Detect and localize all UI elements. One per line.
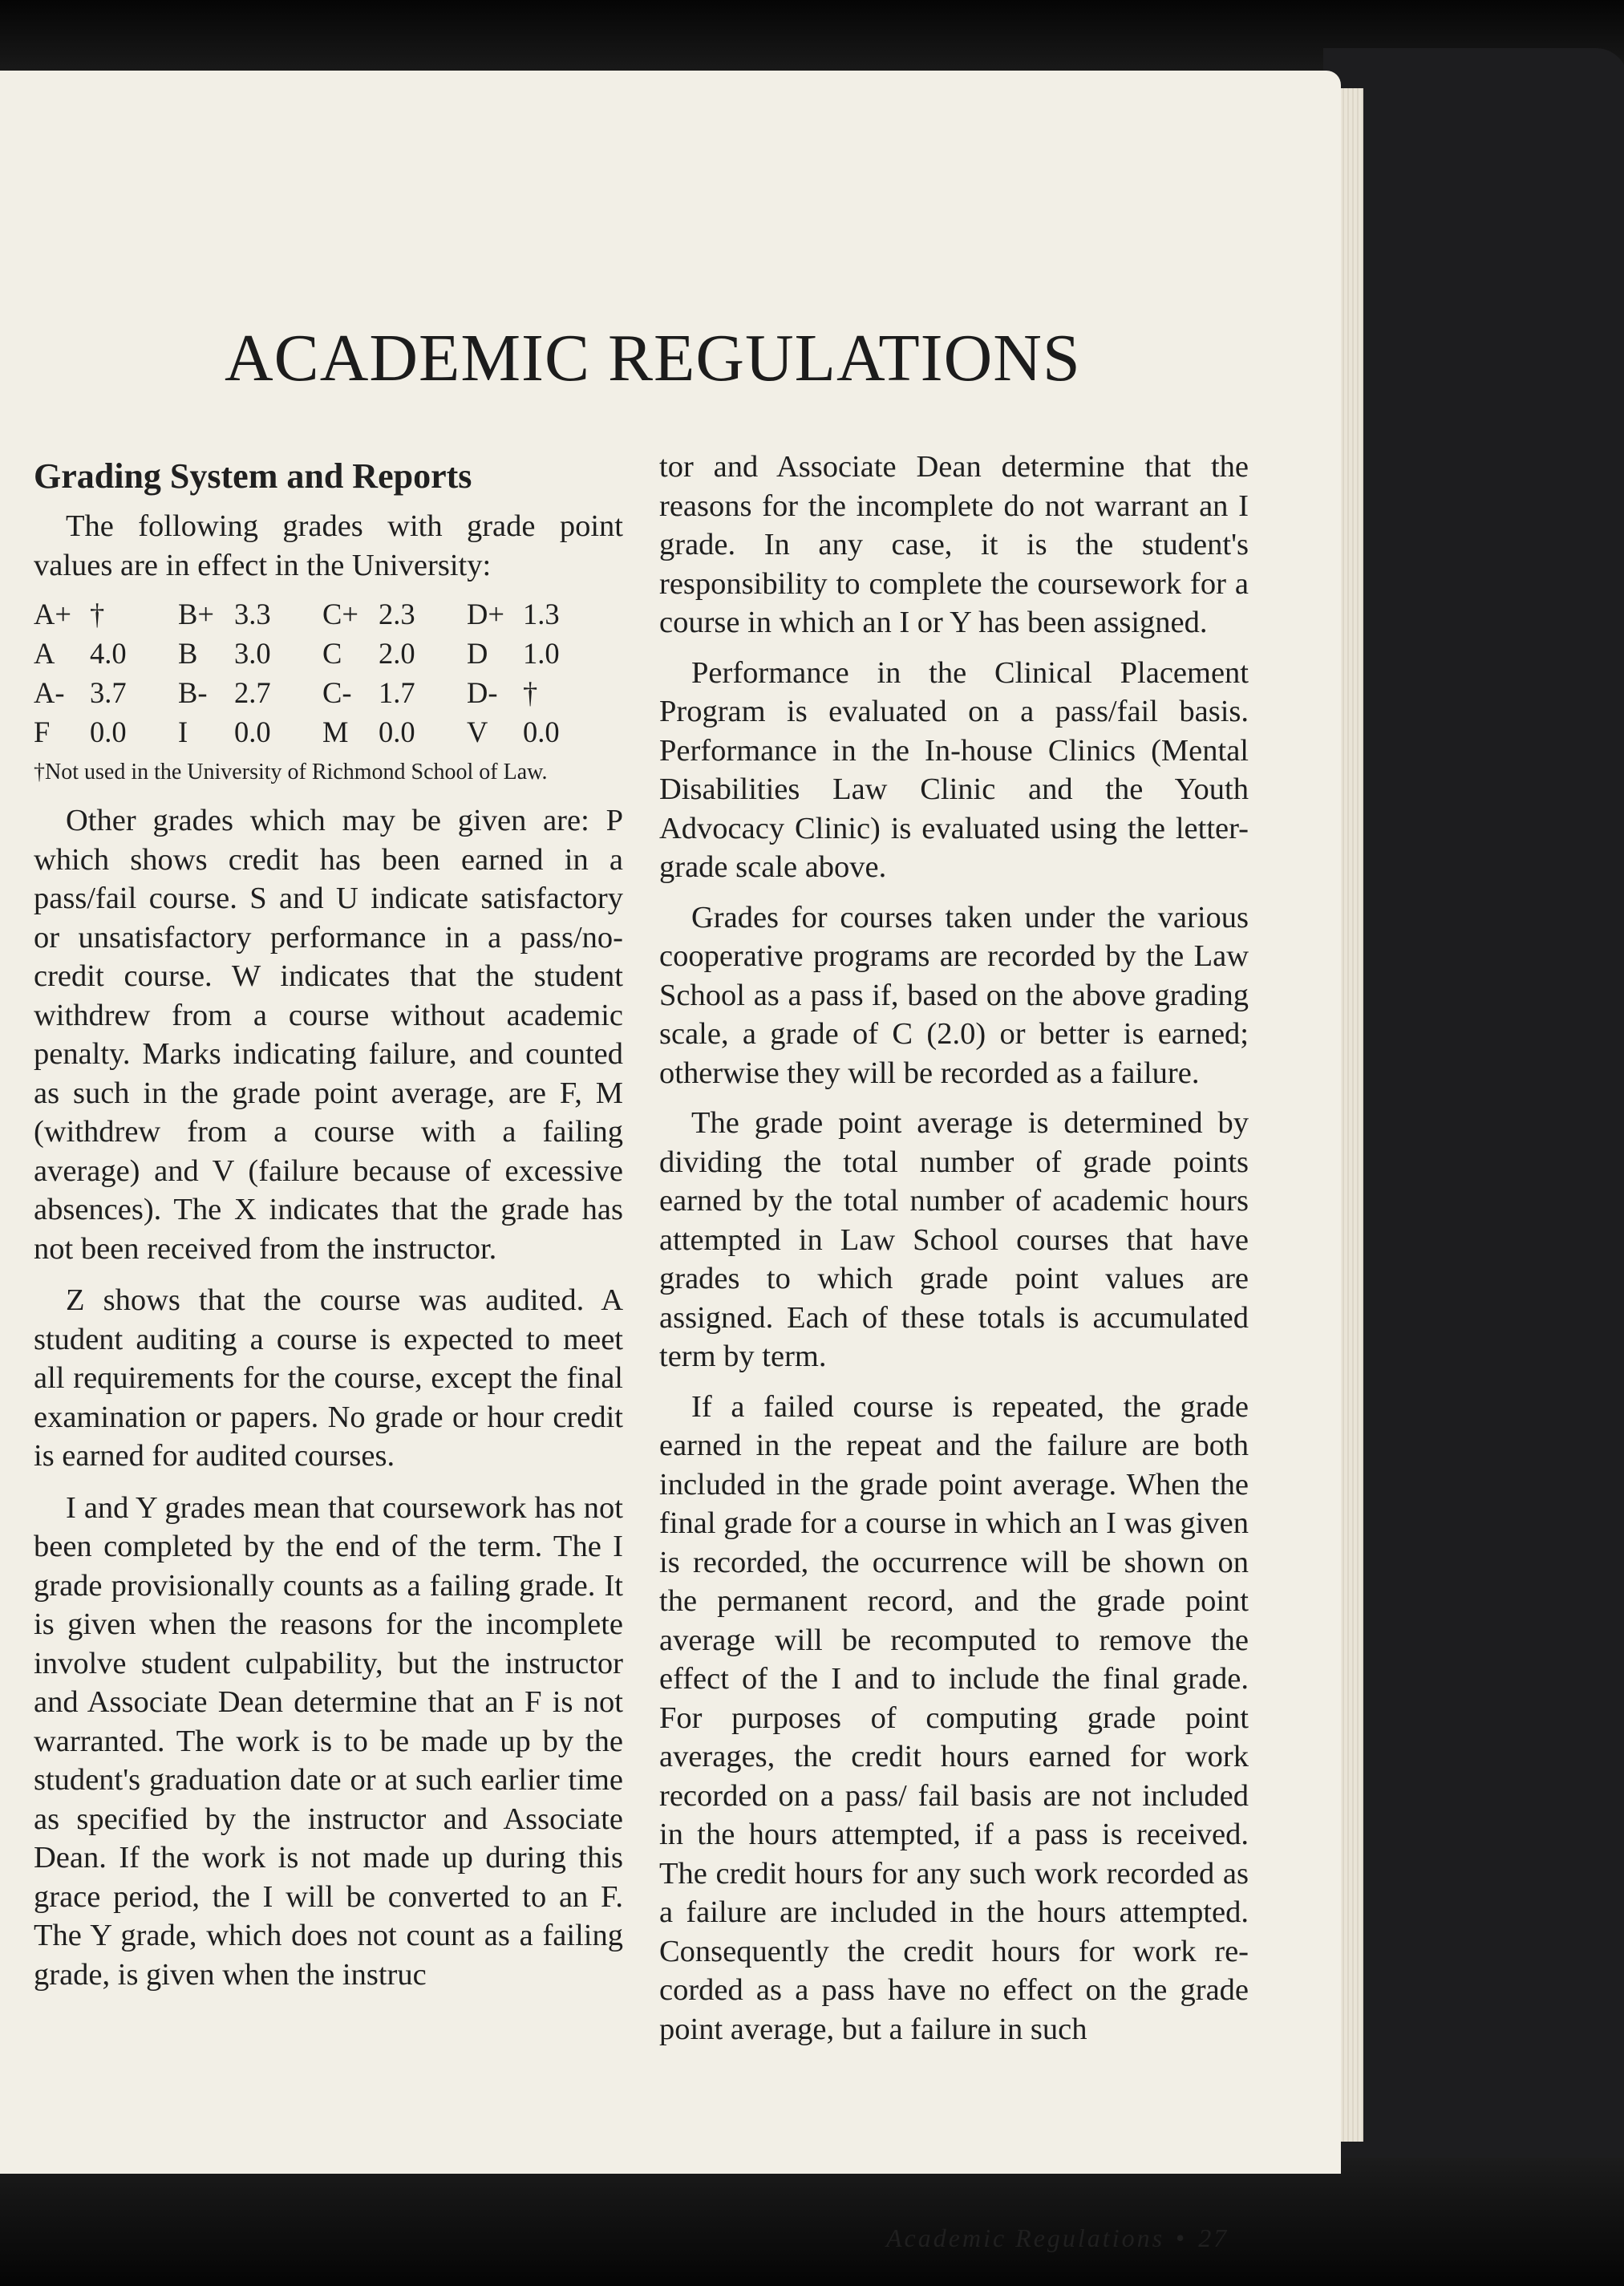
grade-row [34,634,611,673]
body-paragraph: If a failed course is repeated, the grade earned in the repeat and the failure are both included in the grade point average. When the final grade for a course in which an I was given is recorded, the occurrence will be shown on the permanent record, and the grade point average will be recomputed to remove the effect of the I and to include the final grade. For purposes of computing grade point averages, the credit hours earned for work recorded on a pass/ fail basis are not included in the hours attempted, if a pass is received. The credit hours for any such work recorded as a failure are included in the hours attempted. Consequently the credit hours for work recorded as a pass have no effect on the grade point average, but a failure in such [659,1389,1249,2046]
grade-row [34,712,611,752]
grade-letter: B- [178,676,208,709]
grade-value: † [90,598,105,630]
footer-bullet: • [1176,2223,1188,2252]
grade-table [34,594,611,752]
page-footer [886,2223,1271,2253]
grade-letter: C+ [322,598,358,630]
book-page [0,71,1341,2252]
body-paragraph: Other grades which may be given are: P which shows credit has been earned in a pass/fail course. S and U indicate satisfactory or unsatisfactory performance in a pass/no-credit course. W indicates that the student withdrew from a course without academic penalty. Marks indicating failure, and counted as such in the grade point average, are F, M (withdrew from a course with a failing average) and V (failure because of excessive absences). The X indicates that the grade has not been received from the instructor. [34,804,623,1266]
grade-letter: D- [467,676,498,709]
left-column [34,454,623,1994]
grade-letter: B [178,637,198,670]
grade-value: 0.0 [90,715,127,748]
grade-value: 2.3 [379,598,415,630]
body-paragraph: Z shows that the course was audited. A student auditing a course is expected to meet all requirements for the course, except the final examination or papers. No grade or hour credit is earned for audited courses. [34,1283,623,1473]
book-cover-bottom [0,2158,1624,2286]
grade-value: 1.3 [523,598,560,630]
grade-value: 0.0 [379,715,415,748]
grade-row [34,673,611,712]
grade-letter: D+ [467,598,504,630]
grade-value: 2.7 [234,676,271,709]
grade-letter: F [34,715,51,748]
grade-letter: B+ [178,598,214,630]
grade-value: † [523,676,538,709]
intro-paragraph: The following grades with grade point values are in effect in the University: [34,509,623,582]
body-paragraph: tor and Associate Dean determine that the reasons for the incomplete do not warrant an I grade. In any case, it is the student's responsibility to complete the coursework for a course in which an I or Y has been assigned. [659,450,1249,639]
grade-letter: M [322,715,349,748]
page-number: 27 [1198,2223,1229,2252]
body-paragraph: I and Y grades mean that coursework has not been completed by the end of the term. The I grade provisionally counts as a failing grade. It is given when the reasons for the incomplete involve student culpability, but the instructor and Associate Dean determine that an F is not warranted. The work is to be made up by the student's graduation date or at such earlier time as specified by the instructor and Associate Dean. If the work is not made up during this grace period, the I will be converted to an F. The Y grade, which does not count as a failing grade, is given when the instruc [34,1490,623,1992]
right-column [659,448,1249,2049]
grade-value: 2.0 [379,637,415,670]
body-paragraph: Grades for courses taken under the various cooperative programs are recorded by the Law School as a pass if, based on the above grading scale, a grade of C (2.0) or better is earned; otherwise they will be recorded as a failure. [659,900,1249,1090]
body-paragraph: The grade point average is determined by dividing the total number of grade points earned by the total number of academic hours attempted in Law School courses that have grades to which grade point values are assigned. Each of these totals is accumulated term by term. [659,1106,1249,1373]
grade-letter: D [467,637,488,670]
grade-letter: I [178,715,188,748]
grade-value: 4.0 [90,637,127,670]
grade-value: 0.0 [234,715,271,748]
grade-letter: A- [34,676,65,709]
grade-letter: A+ [34,598,71,630]
grade-letter: A [34,637,55,670]
running-title: Academic Regulations [886,2223,1165,2252]
grade-value: 1.0 [523,637,560,670]
grade-value: 0.0 [523,715,560,748]
grade-letter: C [322,637,342,670]
grade-value: 3.0 [234,637,271,670]
page-title: ACADEMIC REGULATIONS [225,321,1081,395]
section-heading: Grading System and Reports [34,456,472,496]
grade-letter: C- [322,676,352,709]
body-paragraph: Performance in the Clinical Placement Program is evaluated on a pass/fail basis. Performance in the In-house Clinics (Mental Disabilities Law Clinic and the Youth Advocacy Clinic) is evaluated using the letter-grade scale above. [659,655,1249,884]
grade-row [34,594,611,634]
grade-letter: V [467,715,488,748]
book-cover-right [1323,48,1624,2262]
grade-value: 3.7 [90,676,127,709]
grade-footnote: †Not used in the University of Richmond School of Law. [34,760,548,784]
grade-value: 3.3 [234,598,271,630]
grade-value: 1.7 [379,676,415,709]
